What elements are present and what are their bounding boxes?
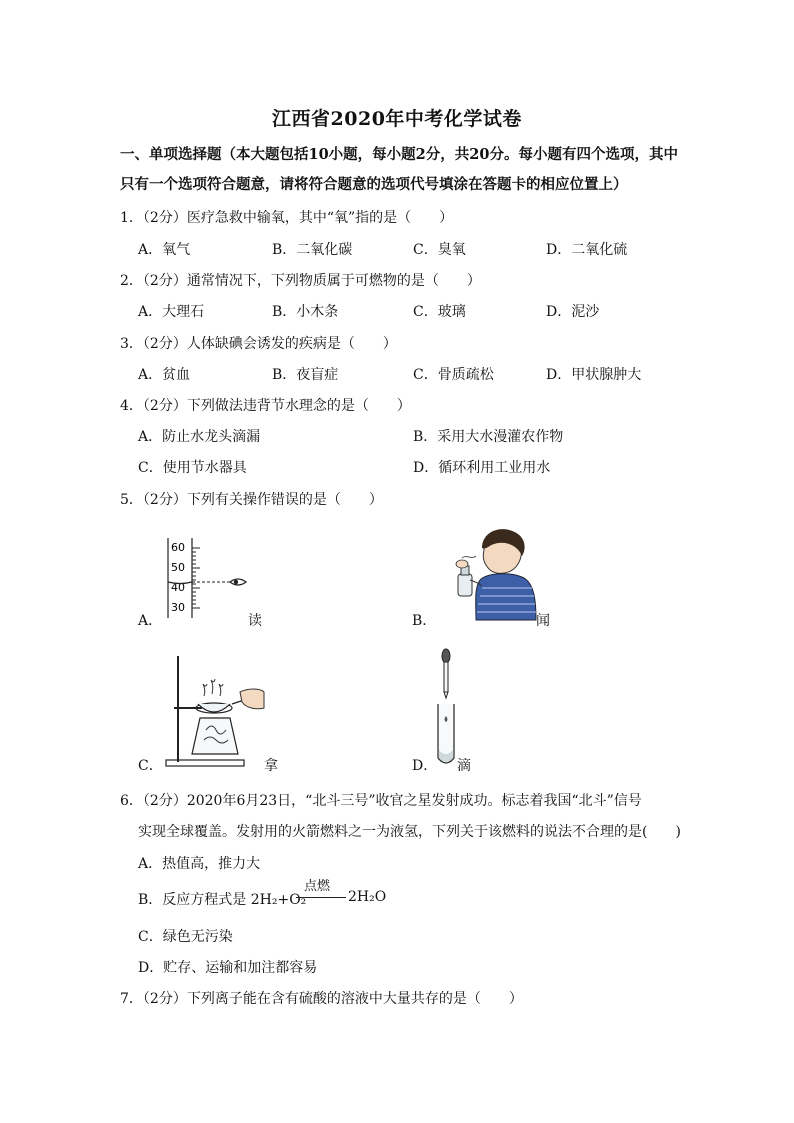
equation-condition: 点燃 — [304, 879, 331, 894]
question-2-option-c: C．玻璃 — [413, 304, 466, 320]
question-5-stem: 5．（2分）下列有关操作错误的是（ ） — [120, 492, 383, 508]
question-6-option-a: A．热值高，推力大 — [138, 856, 261, 872]
question-3-option-a: A．贫血 — [138, 367, 191, 383]
question-3-stem: 3．（2分）人体缺碘会诱发的疾病是（ ） — [120, 336, 397, 352]
question-4-option-a: A．防止水龙头滴漏 — [138, 429, 261, 445]
dropper-test-tube-figure — [430, 646, 462, 770]
section-heading-line1: 一、单项选择题（本大题包括10小题，每小题2分，共20分。每小题有四个选项，其中 — [120, 146, 678, 163]
question-1-option-a: A．氧气 — [138, 242, 191, 258]
cylinder-tick-60: 60 — [171, 541, 185, 554]
eye-icon — [230, 579, 246, 585]
question-1-option-b: B．二氧化碳 — [272, 242, 353, 258]
question-5-caption-d: 滴 — [457, 758, 471, 774]
cylinder-tick-30: 30 — [171, 601, 185, 614]
graduated-cylinder-figure — [160, 534, 260, 620]
question-3-option-b: B．夜盲症 — [272, 367, 339, 383]
question-2-stem: 2．（2分）通常情况下，下列物质属于可燃物的是（ ） — [120, 273, 481, 289]
question-2-option-d: D．泥沙 — [546, 304, 600, 320]
smelling-person-figure — [432, 520, 542, 624]
question-6-stem-line2: 实现全球覆盖。发射用的火箭燃料之一为液氢，下列关于该燃料的说法不合理的是( ) — [138, 824, 681, 840]
question-5-option-a: A． — [138, 613, 163, 629]
question-4-option-b: B．采用大水漫灌农作物 — [413, 429, 564, 445]
question-6-stem-line1: 6．（2分）2020年6月23日，“北斗三号”收官之星发射成功。标志着我国“北斗”信号 — [120, 793, 642, 809]
question-5-caption-b: 闻 — [536, 613, 550, 629]
question-5-caption-a: 读 — [248, 613, 262, 629]
equation-product: 2H₂O — [348, 889, 387, 905]
question-4-option-d: D．循环利用工业用水 — [413, 460, 551, 476]
cylinder-tick-50: 50 — [171, 561, 185, 574]
question-6-option-d: D．贮存、运输和加注都容易 — [138, 960, 318, 976]
question-2-option-a: A．大理石 — [138, 304, 205, 320]
section-heading-line2: 只有一个选项符合题意，请将符合题意的选项代号填涂在答题卡的相应位置上） — [120, 176, 628, 193]
question-1-option-d: D．二氧化硫 — [546, 242, 628, 258]
question-4-stem: 4．（2分）下列做法违背节水理念的是（ ） — [120, 398, 411, 414]
question-6-option-c: C．绿色无污染 — [138, 929, 233, 945]
cylinder-tick-40: 40 — [171, 581, 185, 594]
question-2-option-b: B．小木条 — [272, 304, 339, 320]
page-title: 江西省2020年中考化学试卷 — [272, 108, 522, 130]
equation-arrow-line — [296, 897, 346, 898]
question-5-option-b: B． — [412, 613, 437, 629]
question-5-option-d: D． — [412, 758, 438, 774]
question-6-option-b: B．反应方程式是 2H₂+O₂ — [138, 892, 307, 908]
question-1-option-c: C．臭氧 — [413, 242, 466, 258]
question-5-option-c: C． — [138, 758, 163, 774]
question-7-stem: 7．（2分）下列离子能在含有硫酸的溶液中大量共存的是（ ） — [120, 991, 523, 1007]
evaporating-dish-figure — [160, 652, 266, 770]
question-4-option-c: C．使用节水器具 — [138, 460, 247, 476]
question-3-option-d: D．甲状腺肿大 — [546, 367, 642, 383]
question-5-caption-c: 拿 — [264, 758, 278, 774]
question-3-option-c: C．骨质疏松 — [413, 367, 494, 383]
question-1-stem: 1．（2分）医疗急救中输氧，其中“氧”指的是（ ） — [120, 210, 454, 226]
